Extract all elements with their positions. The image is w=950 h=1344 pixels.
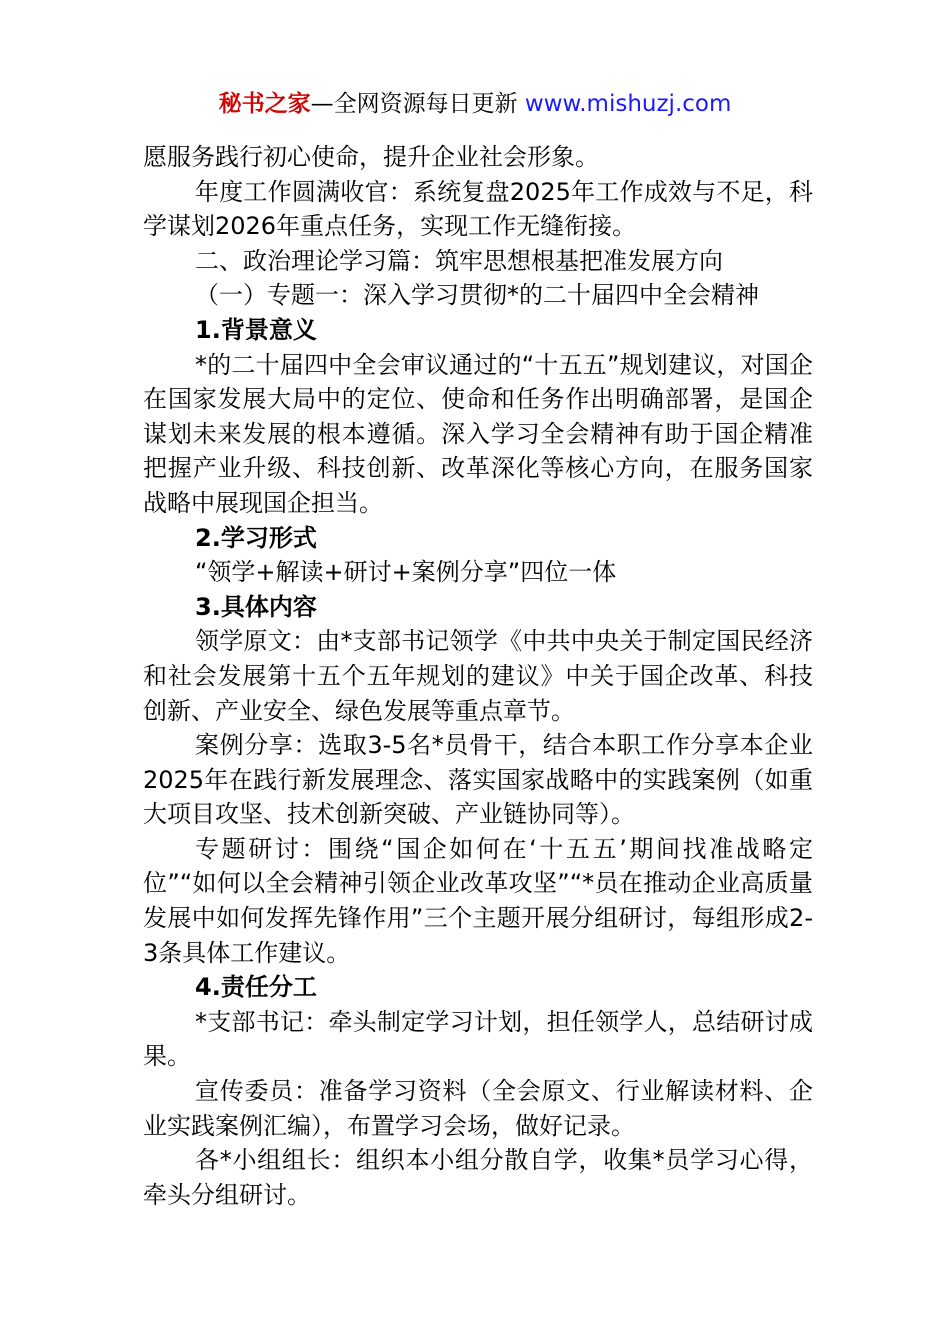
paragraph-group-leaders: 各*小组组长：组织本小组分散自学，收集*员学习心得，牵头分组研讨。 — [143, 1146, 813, 1209]
paragraph-topic-discussion: 专题研讨：围绕“国企如何在‘十五五’期间找准战略定位”“如何以全会精神引领企业改革攻坚”“*员在推动企业高质量发展中如何发挥先锋作用”三个主题开展分组研讨，每组形成2-3条具体工作建议。 — [143, 834, 813, 967]
site-header — [0, 88, 950, 120]
paragraph-publicity-member: 宣传委员：准备学习资料（全会原文、行业解读材料、企业实践案例汇编），布置学习会场，做好记录。 — [143, 1077, 813, 1140]
heading-background: 1.背景意义 — [195, 315, 317, 344]
paragraph-lead-reading: 领学原文：由*支部书记领学《中共中央关于制定国民经济和社会发展第十五个五年规划的建议》中关于国企改革、科技创新、产业安全、绿色发展等重点章节。 — [143, 627, 813, 725]
paragraph-annual-wrapup: 年度工作圆满收官：系统复盘2025年工作成效与不足，科学谋划2026年重点任务，实现工作无缝衔接。 — [143, 177, 813, 241]
heading-study-format: 2.学习形式 — [195, 523, 317, 552]
paragraph-case-sharing: 案例分享：选取3-5名*员骨干，结合本职工作分享本企业2025年在践行新发展理念、落实国家战略中的实践案例（如重大项目攻坚、技术创新突破、产业链协同等）。 — [143, 731, 813, 829]
site-brand: 秘书之家 — [218, 91, 311, 117]
site-url-link[interactable]: www.mishuzj.com — [524, 91, 732, 117]
heading-specific-content: 3.具体内容 — [195, 592, 317, 621]
paragraph-study-format: “领学+解读+研讨+案例分享”四位一体 — [195, 558, 617, 587]
paragraph-continuation: 愿服务践行初心使命，提升企业社会形象。 — [143, 143, 599, 171]
paragraph-branch-secretary: *支部书记：牵头制定学习计划，担任领学人，总结研讨成果。 — [143, 1007, 813, 1071]
subsection-heading-topic-one: （一）专题一：深入学习贯彻*的二十届四中全会精神 — [195, 281, 759, 310]
paragraph-background: *的二十届四中全会审议通过的“十五五”规划建议，对国企在国家发展大局中的定位、使命和任务作出明确部署，是国企谋划未来发展的根本遵循。深入学习全会精神有助于国企精准把握产业升级、科技创新、改革深化等核心方向，在服务国家战略中展现国企担当。 — [143, 350, 813, 517]
document-body — [143, 140, 813, 1212]
heading-responsibilities: 4.责任分工 — [195, 973, 317, 1002]
site-tagline: —全网资源每日更新 — [310, 91, 518, 117]
section-heading-political-study: 二、政治理论学习篇：筑牢思想根基把准发展方向 — [195, 246, 723, 275]
